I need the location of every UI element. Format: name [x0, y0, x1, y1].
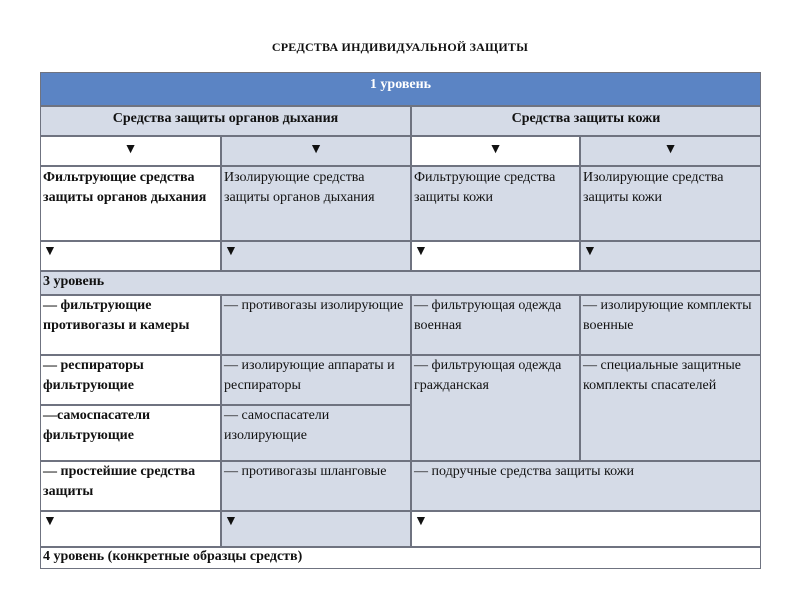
page-title: СРЕДСТВА ИНДИВИДУАЛЬНОЙ ЗАЩИТЫ	[271, 40, 529, 54]
level3-item: — противогазы изолирующие	[221, 295, 411, 355]
arrow-down-icon: ▼	[580, 241, 761, 271]
arrow-down-icon: ▼	[40, 241, 221, 271]
skin-header	[411, 106, 761, 136]
level3-item: — специальные защитные комплекты спасателей	[580, 355, 761, 461]
arrow-down-icon: ▼	[411, 241, 580, 271]
arrow-down-icon: ▼	[40, 136, 221, 166]
respiratory-header-label: Средства защиты органов дыхания	[112, 111, 339, 126]
level3-item: — изолирующие аппараты и респираторы	[221, 355, 411, 405]
category-isolating-skin: Изолирующие средства защиты кожи	[580, 166, 761, 241]
level3-item: — изолирующие комплекты военные	[580, 295, 761, 355]
category-filtering-skin: Фильтрующие средства защиты кожи	[411, 166, 580, 241]
level3-item: — респираторы фильтрующие	[40, 355, 221, 405]
level3-item: — противогазы шланговые	[221, 461, 411, 511]
level3-item: — простейшие средства защиты	[40, 461, 221, 511]
category-filtering-respiratory: Фильтрующие средства защиты органов дыхания	[40, 166, 221, 241]
arrow-down-icon: ▼	[221, 511, 411, 547]
arrow-down-icon: ▼	[221, 136, 411, 166]
arrow-down-icon: ▼	[221, 241, 411, 271]
arrow-down-icon: ▼	[411, 136, 580, 166]
level3-item: — фильтрующие противогазы и камеры	[40, 295, 221, 355]
level3-item: —самоспасатели фильтрующие	[40, 405, 221, 461]
arrow-down-icon: ▼	[40, 511, 221, 547]
respiratory-header	[40, 106, 411, 136]
category-isolating-respiratory: Изолирующие средства защиты органов дыхания	[221, 166, 411, 241]
arrow-down-icon: ▼	[580, 136, 761, 166]
level3-item: — фильтрующая одежда гражданская	[411, 355, 580, 461]
level3-item: — самоспасатели изолирующие	[221, 405, 411, 461]
level1-label: 1 уровень	[369, 77, 432, 92]
level3-item: — фильтрующая одежда военная	[411, 295, 580, 355]
level4-label: 4 уровень (конкретные образцы средств)	[40, 547, 761, 569]
arrow-down-icon: ▼	[411, 511, 761, 547]
level1-header	[40, 72, 761, 106]
skin-header-label: Средства защиты кожи	[511, 111, 661, 126]
level3-item: — подручные средства защиты кожи	[411, 461, 761, 511]
protection-table	[40, 72, 761, 569]
level3-label: 3 уровень	[40, 271, 761, 295]
